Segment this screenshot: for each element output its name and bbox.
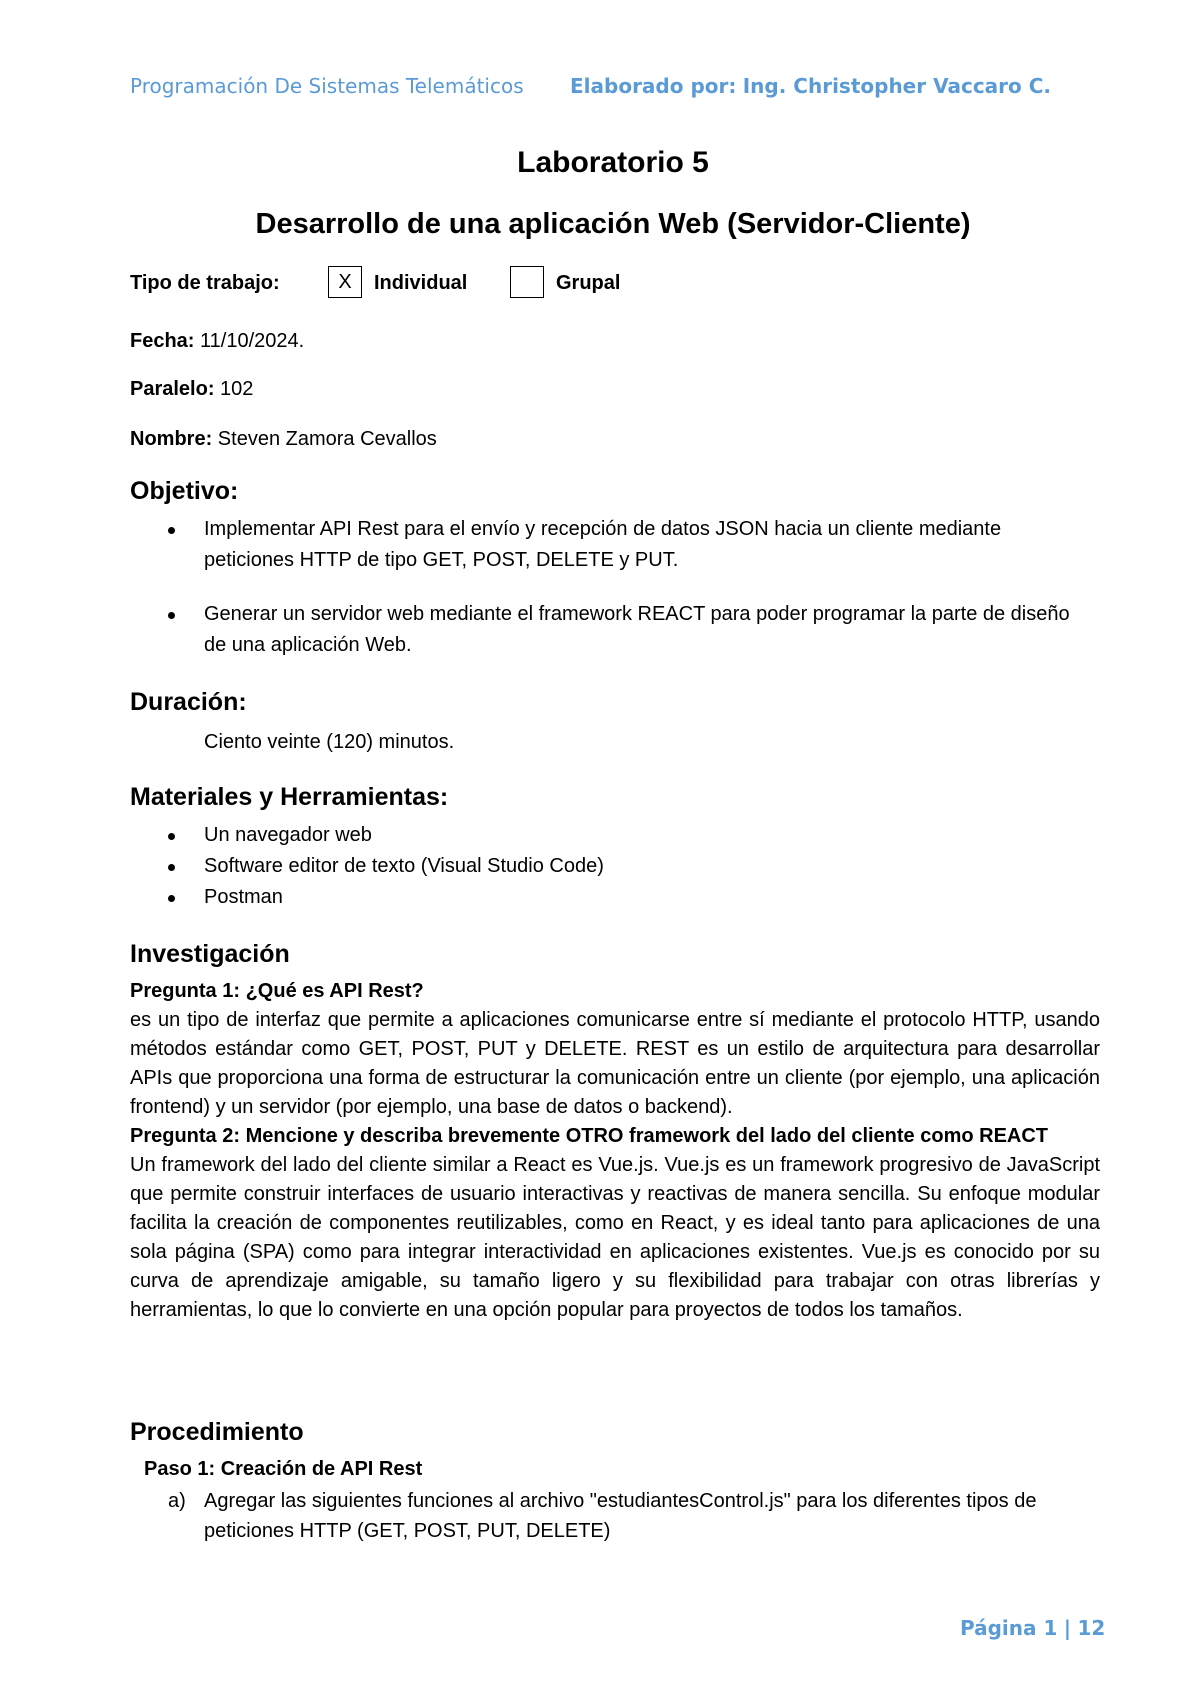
page-total: 12 (1077, 1616, 1106, 1640)
individual-checkbox[interactable]: X (328, 266, 362, 298)
page-footer (960, 1616, 1105, 1640)
course-name: Programación De Sistemas Telemáticos (130, 74, 524, 98)
answer-2: Un framework del lado del cliente similar a React es Vue.js. Vue.js es un framework progresivo de JavaScript que permite construir interfaces de usuario interactivas y reactivas de manera sencilla. Su enfoque modular facilita la creación de componentes reutilizables, como en React, y es ideal tanto para aplicaciones de una sola página (SPA) como para integrar interactividad en aplicaciones existentes. Vue.js es conocido por su curva de aprendizaje amigable, su tamaño ligero y su flexibilidad para trabajar con otras librerías y herramientas, lo que lo convierte en una opción popular para proyectos de todos los tamaños. (130, 1154, 1100, 1321)
investigacion-body (130, 977, 1100, 1325)
individual-label: Individual (374, 272, 468, 294)
fecha-value: 11/10/2024. (200, 330, 305, 352)
step-1-item-a (130, 1486, 1100, 1546)
author-label: Elaborado por: (570, 74, 737, 98)
group-checkbox[interactable] (510, 266, 544, 298)
nombre-label: Nombre: (130, 428, 213, 450)
materiales-list (130, 820, 1090, 913)
nombre-value: Steven Zamora Cevallos (217, 428, 437, 450)
materiales-heading: Materiales y Herramientas: (130, 783, 449, 811)
question-1: Pregunta 1: ¿Qué es API Rest? (130, 980, 424, 1002)
group-label: Grupal (556, 272, 621, 294)
paralelo-label: Paralelo: (130, 378, 215, 400)
paralelo-value: 102 (220, 378, 254, 400)
list-item: Un navegador web (130, 820, 1090, 851)
item-a-text: Agregar las siguientes funciones al archivo "estudiantesControl.js" para los diferentes tipos de peticiones HTTP (GET, POST, PUT, DELETE) (204, 1490, 1037, 1542)
duracion-heading: Duración: (130, 688, 247, 716)
list-item: Implementar API Rest para el envío y recepción de datos JSON hacia un cliente mediante peticiones HTTP de tipo GET, POST, DELETE y PUT. (130, 514, 1090, 576)
work-type-row (130, 271, 621, 295)
page-header (130, 74, 1052, 98)
question-2: Pregunta 2: Mencione y describa brevemente OTRO framework del lado del cliente como REACT (130, 1125, 1049, 1147)
procedimiento-heading: Procedimiento (130, 1418, 304, 1446)
list-item: Postman (130, 882, 1090, 913)
objetivo-heading: Objetivo: (130, 477, 239, 505)
step-1-label: Paso 1: Creación de API Rest (144, 1458, 423, 1480)
author-name: Ing. Christopher Vaccaro C. (742, 74, 1052, 98)
document-title: Laboratorio 5 (517, 146, 709, 179)
item-a-marker: a) (168, 1490, 186, 1512)
nombre-row (130, 428, 437, 451)
fecha-label: Fecha: (130, 330, 195, 352)
step-1-title (144, 1458, 422, 1481)
answer-1: es un tipo de interfaz que permite a aplicaciones comunicarse entre sí mediante el protocolo HTTP, usando métodos estándar como GET, POST, PUT y DELETE. REST es un estilo de arquitectura para desarrollar APIs que proporciona una forma de estructurar la comunicación entre un cliente (por ejemplo, una aplicación frontend) y un servidor (por ejemplo, una base de datos o backend). (130, 1009, 1100, 1118)
list-item: Software editor de texto (Visual Studio Code) (130, 851, 1090, 882)
objetivo-list (130, 514, 1090, 661)
work-type-label: Tipo de trabajo: (130, 272, 280, 294)
investigacion-heading: Investigación (130, 940, 290, 968)
page-separator: | (1063, 1616, 1072, 1640)
paralelo-row (130, 378, 253, 401)
list-item: Generar un servidor web mediante el framework REACT para poder programar la parte de diseño de una aplicación Web. (130, 599, 1090, 661)
author-line (570, 74, 1051, 98)
fecha-row (130, 330, 304, 353)
duracion-text: Ciento veinte (120) minutos. (204, 731, 455, 753)
document-subtitle: Desarrollo de una aplicación Web (Servidor-Cliente) (255, 208, 971, 240)
page-number: Página 1 (960, 1616, 1058, 1640)
